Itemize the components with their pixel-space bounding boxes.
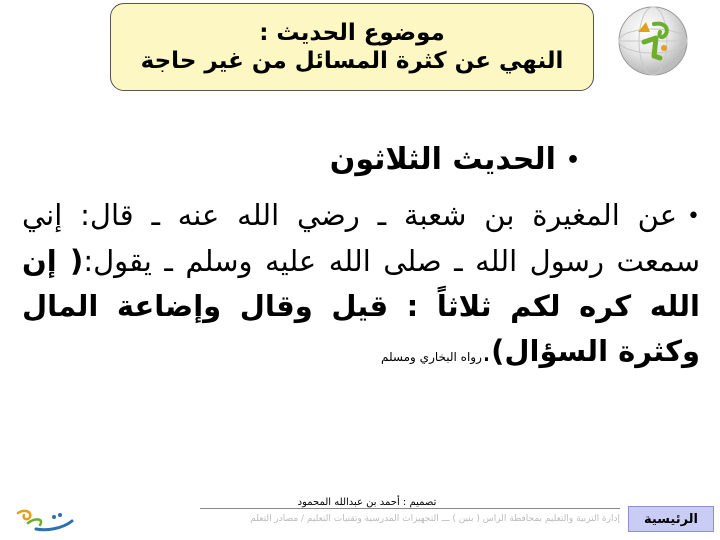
hadith-intro: عن المغيرة بن شعبة ـ رضي الله عنه ـ قال: إني سمعت رسول الله ـ صلى الله عليه وسلم ـ يقول: — [22, 197, 700, 278]
globe-logo-icon — [614, 2, 692, 80]
hadith-quote: ( إن الله كره لكم ثلاثاً : قيل وقال وإضاعة المال وكثرة السؤال) — [22, 244, 700, 368]
hadith-heading — [22, 140, 700, 181]
bullet-icon: • — [687, 204, 700, 229]
tqniat-logo-icon — [10, 505, 80, 535]
hadith-body — [22, 193, 700, 381]
hadith-narrator: رواه البخاري ومسلم — [380, 350, 482, 364]
designer-credit: تصميم : أحمد بن عبدالله المحمود — [297, 497, 437, 508]
title-topic: النهي عن كثرة المسائل من غير حاجة — [140, 48, 564, 74]
home-button[interactable]: الرئيسية — [628, 506, 714, 532]
footer-divider — [200, 508, 620, 509]
hadith-heading-text: الحديث الثلاثون — [329, 142, 556, 177]
hadith-end: . — [481, 334, 492, 368]
footer-path: إدارة التربية والتعليم بمحافظة الرأس ( بنين ) ـــ التجهيزات المدرسية وتقنيات التعليم / مصادر التعلم — [250, 514, 620, 524]
main-content — [22, 132, 700, 380]
title-topic-label: موضوع الحديث : — [259, 20, 445, 46]
bullet-icon: • — [565, 147, 580, 173]
title-box — [110, 3, 594, 91]
